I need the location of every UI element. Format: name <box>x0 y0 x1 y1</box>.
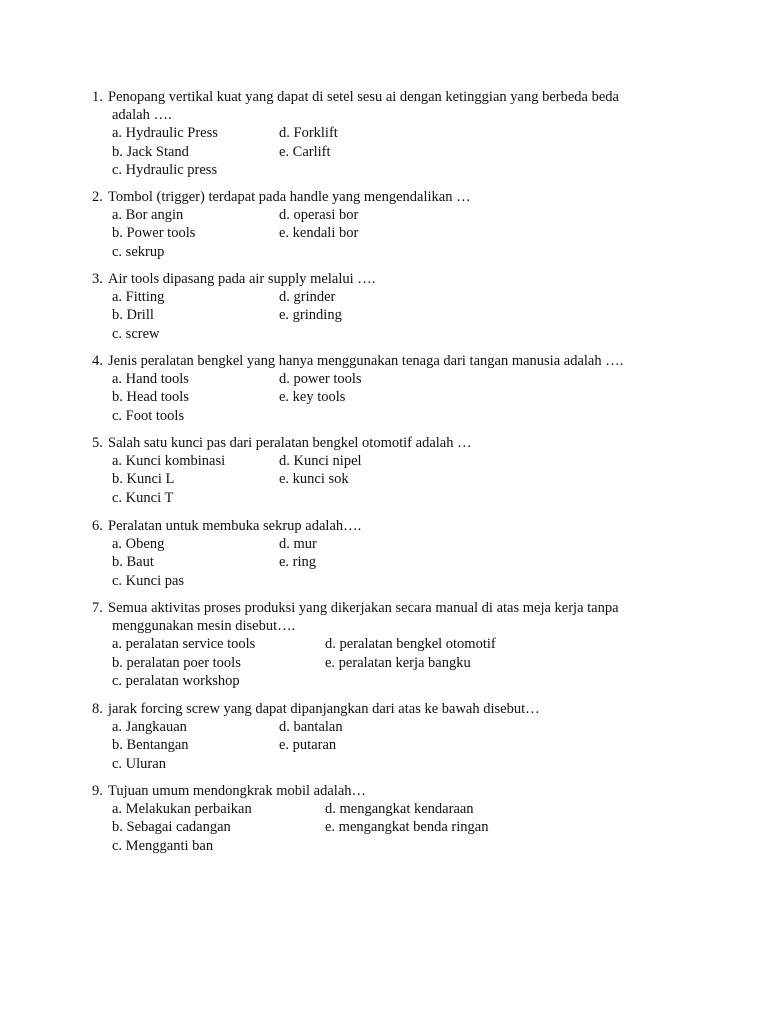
option-a: a. Hand tools <box>112 371 189 388</box>
question-3 <box>92 270 692 343</box>
option-a: a. Jangkauan <box>112 719 187 736</box>
question-text: jarak forcing screw yang dapat dipanjangkan dari atas ke bawah disebut… <box>108 701 540 717</box>
option-row <box>92 161 692 179</box>
option-d: d. grinder <box>279 289 336 306</box>
option-row <box>92 535 692 553</box>
option-row <box>92 243 692 261</box>
option-b: b. Jack Stand <box>112 143 189 160</box>
option-c: c. Hydraulic press <box>112 161 218 178</box>
option-e: e. Carlift <box>279 143 331 160</box>
option-d: d. power tools <box>279 371 362 388</box>
question-number: 2. <box>92 189 103 205</box>
option-d: d. mengangkat kendaraan <box>325 801 474 818</box>
question-text: Peralatan untuk membuka sekrup adalah…. <box>108 518 362 534</box>
option-row <box>92 572 692 590</box>
option-c: c. screw <box>112 325 160 342</box>
option-row <box>92 206 692 224</box>
option-d: d. mur <box>279 536 317 553</box>
option-row <box>92 553 692 571</box>
option-d: d. operasi bor <box>279 207 359 224</box>
option-b: b. Head tools <box>112 389 189 406</box>
option-row <box>92 672 692 690</box>
option-c: c. peralatan workshop <box>112 672 240 689</box>
option-a: a. Obeng <box>112 536 165 553</box>
option-row <box>92 370 692 388</box>
option-row <box>92 489 692 507</box>
question-number: 1. <box>92 89 103 105</box>
option-b: b. Drill <box>112 307 154 324</box>
question-text: Penopang vertikal kuat yang dapat di setel sesu ai dengan ketinggian yang berbeda beda <box>108 89 619 105</box>
option-e: e. kendali bor <box>279 225 359 242</box>
option-e: e. peralatan kerja bangku <box>325 654 471 671</box>
option-b: b. Kunci L <box>112 471 175 488</box>
option-row <box>92 306 692 324</box>
question-number: 4. <box>92 353 103 369</box>
option-row <box>92 818 692 836</box>
option-e: e. ring <box>279 554 317 571</box>
option-row <box>92 325 692 343</box>
option-row <box>92 470 692 488</box>
option-e: e. kunci sok <box>279 471 349 488</box>
option-row <box>92 654 692 672</box>
option-row <box>92 635 692 653</box>
option-b: b. Bentangan <box>112 737 189 754</box>
question-8 <box>92 700 692 773</box>
option-c: c. Mengganti ban <box>112 837 214 854</box>
option-a: a. Bor angin <box>112 207 184 224</box>
option-row <box>92 837 692 855</box>
option-e: e. grinding <box>279 307 342 324</box>
option-row <box>92 452 692 470</box>
question-text: Tombol (trigger) terdapat pada handle yang mengendalikan … <box>108 189 471 205</box>
option-d: d. peralatan bengkel otomotif <box>325 636 496 653</box>
question-text: Air tools dipasang pada air supply melalui …. <box>108 271 376 287</box>
option-b: b. Sebagai cadangan <box>112 819 231 836</box>
option-c: c. Kunci pas <box>112 572 185 589</box>
question-text-continued: adalah …. <box>112 107 172 124</box>
option-d: d. bantalan <box>279 719 343 736</box>
option-row <box>92 143 692 161</box>
option-row <box>92 388 692 406</box>
question-number: 9. <box>92 783 103 799</box>
question-7 <box>92 599 692 690</box>
question-2 <box>92 188 692 261</box>
option-b: b. Power tools <box>112 225 196 242</box>
question-5 <box>92 434 692 507</box>
question-text-continued: menggunakan mesin disebut…. <box>112 618 296 635</box>
option-c: c. Kunci T <box>112 489 174 506</box>
option-row <box>92 736 692 754</box>
option-b: b. peralatan poer tools <box>112 654 241 671</box>
question-text: Salah satu kunci pas dari peralatan bengkel otomotif adalah … <box>108 435 472 451</box>
question-number: 5. <box>92 435 103 451</box>
option-c: c. Uluran <box>112 755 166 772</box>
question-6 <box>92 517 692 590</box>
option-c: c. sekrup <box>112 243 165 260</box>
question-number: 6. <box>92 518 103 534</box>
question-text: Semua aktivitas proses produksi yang dikerjakan secara manual di atas meja kerja tanpa <box>108 600 619 616</box>
option-row <box>92 224 692 242</box>
option-e: e. key tools <box>279 389 346 406</box>
option-row <box>92 755 692 773</box>
question-number: 8. <box>92 701 103 717</box>
question-number: 3. <box>92 271 103 287</box>
option-row <box>92 718 692 736</box>
option-e: e. putaran <box>279 737 337 754</box>
option-row <box>92 288 692 306</box>
question-9 <box>92 782 692 855</box>
option-a: a. peralatan service tools <box>112 636 256 653</box>
option-e: e. mengangkat benda ringan <box>325 819 489 836</box>
option-a: a. Melakukan perbaikan <box>112 801 252 818</box>
question-text: Jenis peralatan bengkel yang hanya menggunakan tenaga dari tangan manusia adalah …. <box>108 353 624 369</box>
option-d: d. Forklift <box>279 125 338 142</box>
option-row <box>92 124 692 142</box>
option-c: c. Foot tools <box>112 407 185 424</box>
option-b: b. Baut <box>112 554 154 571</box>
question-1 <box>92 88 692 179</box>
option-d: d. Kunci nipel <box>279 453 362 470</box>
option-row <box>92 407 692 425</box>
option-row <box>92 800 692 818</box>
question-number: 7. <box>92 600 103 616</box>
option-a: a. Fitting <box>112 289 165 306</box>
option-a: a. Hydraulic Press <box>112 125 218 142</box>
question-4 <box>92 352 692 425</box>
option-a: a. Kunci kombinasi <box>112 453 226 470</box>
question-text: Tujuan umum mendongkrak mobil adalah… <box>108 783 367 799</box>
